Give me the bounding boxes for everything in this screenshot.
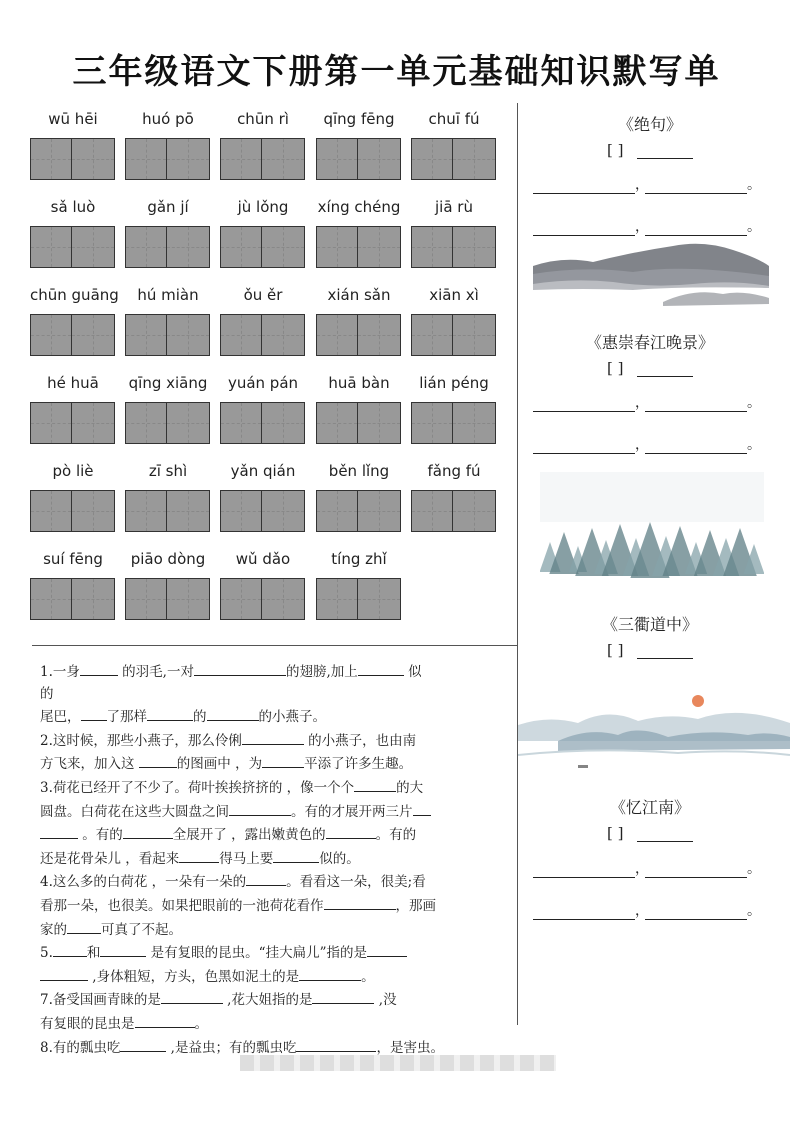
character-box[interactable] [125,138,167,180]
pinyin-label: huó pō [142,110,194,128]
pinyin-label: pò liè [52,462,94,480]
author-blank[interactable] [637,825,693,842]
answer-blank[interactable] [299,965,361,981]
author-blank[interactable] [637,142,693,159]
character-box[interactable] [220,490,262,532]
character-box[interactable] [30,226,72,268]
character-box[interactable] [220,314,262,356]
poem-line: ， 。 [533,216,763,236]
poem-title: 《忆江南》 [609,798,690,817]
character-box[interactable] [167,226,210,268]
character-box[interactable] [220,226,262,268]
character-box[interactable] [167,402,210,444]
character-box[interactable] [30,138,72,180]
author-line: [ ] [525,359,775,377]
character-box[interactable] [358,490,401,532]
character-box[interactable] [125,314,167,356]
poem-line: ， 。 [533,900,763,920]
pinyin-label: běn lǐng [328,462,390,480]
character-box[interactable] [411,138,453,180]
answer-blank[interactable] [358,660,404,676]
poem-title: 《惠崇春江晚景》 [585,333,714,352]
pinyin-label: ǒu ěr [243,286,283,304]
pinyin-row [30,462,510,550]
character-box[interactable] [316,402,358,444]
pinyin-row [30,286,510,374]
answer-blank[interactable] [326,823,376,839]
character-box[interactable] [72,314,115,356]
fill-in-section [40,660,512,1059]
character-box[interactable] [125,578,167,620]
page-title: 三年级语文下册第一单元基础知识默写单 [72,52,721,92]
character-box[interactable] [358,402,401,444]
character-box[interactable] [358,314,401,356]
answer-blank[interactable] [81,705,107,721]
character-box[interactable] [220,138,262,180]
blurred-footer [240,1055,556,1071]
misty-forest-art [540,472,764,580]
answer-blank[interactable] [312,988,374,1004]
answer-blank[interactable] [135,1012,195,1028]
pinyin-label: chūn guāng [30,286,119,304]
answer-blank[interactable] [273,847,319,863]
poem-line: ， 。 [533,392,763,412]
sunset-lake-art [518,685,790,780]
pinyin-label: tíng zhǐ [331,550,387,568]
pinyin-label: chūn rì [237,110,289,128]
pinyin-label: zī shì [148,462,188,480]
poem-line: ， 。 [533,434,763,454]
character-box[interactable] [30,402,72,444]
pinyin-label: suí fēng [43,550,103,568]
character-box[interactable] [316,314,358,356]
character-box[interactable] [411,226,453,268]
answer-blank[interactable] [242,729,304,745]
pinyin-label: chuī fú [428,110,480,128]
character-box[interactable] [30,490,72,532]
character-box[interactable] [316,578,358,620]
pinyin-label: wū hēi [48,110,98,128]
answer-blank[interactable] [147,705,193,721]
character-box[interactable] [316,138,358,180]
character-box[interactable] [262,578,305,620]
pinyin-label: lián péng [419,374,489,392]
answer-blank[interactable] [40,823,78,839]
poem-line: ， 。 [533,858,763,878]
question-7: 7.备受国画青睐的是 ,花大姐指的是 ,没 有复眼的昆虫是 。 [40,988,512,1035]
answer-blank[interactable] [324,894,396,910]
question-4: 4.这么多的白荷花 ，一朵有一朵的 。看看这一朵，很美;看 看那一朵，也很美。如果把眼前的一池荷花看作 ，那画 家的 可真了不起。 [40,870,512,941]
pinyin-label: fǎng fú [427,462,481,480]
character-box[interactable] [453,138,496,180]
answer-blank[interactable] [139,752,177,768]
answer-blank[interactable] [207,705,259,721]
poem-title: 《三衢道中》 [601,615,698,634]
pinyin-label: xiān xì [429,286,479,304]
character-box[interactable] [262,138,305,180]
pinyin-label: piāo dòng [130,550,206,568]
pinyin-label: hé huā [47,374,99,392]
answer-blank[interactable] [179,847,219,863]
answer-blank[interactable] [123,823,173,839]
pinyin-label: gǎn jí [147,198,189,216]
pinyin-label: xián sǎn [327,286,391,304]
answer-blank[interactable] [367,941,407,957]
character-box[interactable] [358,578,401,620]
character-box[interactable] [411,402,453,444]
answer-blank[interactable] [229,800,291,816]
poem-block-3 [525,612,775,659]
character-box[interactable] [72,490,115,532]
pinyin-label: wǔ dǎo [235,550,291,568]
poem-block-4 [525,795,775,842]
character-box[interactable] [72,578,115,620]
pinyin-label: sǎ luò [50,198,96,216]
answer-blank[interactable] [262,752,304,768]
character-box[interactable] [358,138,401,180]
pinyin-label: jù lǒng [237,198,289,216]
author-blank[interactable] [637,642,693,659]
answer-blank[interactable] [53,941,87,957]
character-box[interactable] [125,490,167,532]
question-2: 2.这时候，那些小燕子，那么伶俐 的小燕子，也由南 方飞来，加入这 的图画中 ，为 平添了许多生趣。 [40,729,512,776]
character-box[interactable] [453,226,496,268]
poem-block-1 [525,112,775,159]
character-box[interactable] [411,314,453,356]
character-box[interactable] [453,314,496,356]
character-box[interactable] [72,226,115,268]
answer-blank[interactable] [194,660,286,676]
pinyin-label: xíng chéng [317,198,401,216]
answer-blank[interactable] [161,988,223,1004]
pinyin-label: jiā rù [435,198,473,216]
character-box[interactable] [262,490,305,532]
pinyin-row [30,198,510,286]
answer-blank[interactable] [100,941,146,957]
section-divider [32,645,518,646]
character-box[interactable] [453,490,496,532]
character-box[interactable] [167,314,210,356]
pinyin-row [30,110,510,198]
answer-blank[interactable] [80,660,118,676]
character-box[interactable] [125,402,167,444]
answer-blank[interactable] [296,1036,376,1052]
question-8: 8.有的瓢虫吃 ,是益虫；有的瓢虫吃 ，是害虫。 [40,1036,512,1060]
character-box[interactable] [262,314,305,356]
character-box[interactable] [220,402,262,444]
character-box[interactable] [358,226,401,268]
character-box[interactable] [220,578,262,620]
pinyin-label: huā bàn [328,374,390,392]
pinyin-label: qīng xiāng [128,374,208,392]
pinyin-label: yǎn qián [230,462,296,480]
poem-line: ， 。 [533,174,763,194]
author-line: [ ] [525,641,775,659]
character-box[interactable] [316,490,358,532]
question-1: 1.一身 的羽毛,一对 的翅膀,加上 似 的 尾巴， 了那样 的 的小燕子。 [40,660,512,729]
character-box[interactable] [167,490,210,532]
answer-blank[interactable] [246,870,286,886]
character-box[interactable] [30,314,72,356]
character-box[interactable] [316,226,358,268]
question-5: 5. 和 是有复眼的昆虫。“挂大扁儿”指的是 ,身体粗短，方头，色黑如泥土的是 。 [40,941,512,988]
character-box[interactable] [262,402,305,444]
column-divider [517,103,518,1025]
character-box[interactable] [167,578,210,620]
answer-blank[interactable] [67,918,101,934]
author-line: [ ] [525,141,775,159]
pinyin-label: qīng fēng [323,110,395,128]
author-line: [ ] [525,824,775,842]
character-box[interactable] [72,138,115,180]
author-blank[interactable] [637,360,693,377]
answer-blank[interactable] [40,965,88,981]
answer-blank[interactable] [413,800,431,816]
character-box[interactable] [167,138,210,180]
character-box[interactable] [30,578,72,620]
character-box[interactable] [125,226,167,268]
character-box[interactable] [411,490,453,532]
ink-mountain-art [533,238,769,308]
character-box[interactable] [262,226,305,268]
poem-block-2 [525,330,775,377]
pinyin-row [30,374,510,462]
answer-blank[interactable] [354,776,396,792]
pinyin-writing-grid [30,110,510,638]
answer-blank[interactable] [120,1036,166,1052]
question-3: 3.荷花已经开了不少了。荷叶挨挨挤挤的 ，像一个个 的大 圆盘。白荷花在这些大圆盘之间 。有的才展开两三片 。有的 全展开了 ，露出嫩黄色的 。有的 还是花骨朵儿 ，看起来 得马上要 似的。 [40,776,512,870]
character-box[interactable] [453,402,496,444]
pinyin-row [30,550,510,638]
poem-title: 《绝句》 [617,115,682,134]
character-box[interactable] [72,402,115,444]
pinyin-label: hú miàn [137,286,199,304]
pinyin-label: yuán pán [227,374,299,392]
